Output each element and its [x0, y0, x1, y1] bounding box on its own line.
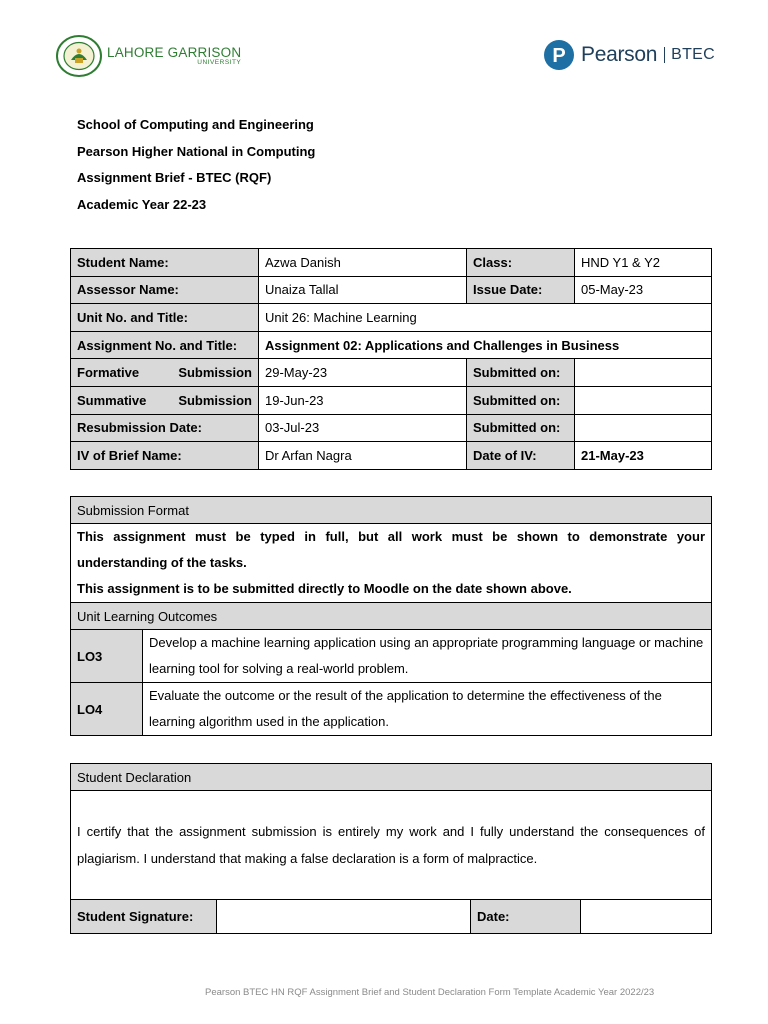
resubmission-submitted-label: Submitted on: [467, 414, 575, 442]
lo4-text: Evaluate the outcome or the result of the application to determine the effectiveness of the learning algorithm used in the application. [143, 683, 712, 736]
submission-format-table [70, 496, 712, 736]
lgu-name: LAHORE GARRISON [107, 44, 242, 60]
class-value: HND Y1 & Y2 [575, 249, 712, 277]
class-label: Class: [467, 249, 575, 277]
table-row [71, 791, 712, 900]
student-name-value: Azwa Danish [259, 249, 467, 277]
lo4-code: LO4 [71, 683, 143, 736]
declaration-header: Student Declaration [71, 764, 712, 791]
formative-label [71, 359, 259, 387]
resubmission-label: Resubmission Date: [71, 414, 259, 442]
formative-submitted-value[interactable] [575, 359, 712, 387]
summative-submitted-value[interactable] [575, 386, 712, 414]
logo-separator [664, 47, 665, 63]
assignment-details-table [70, 248, 712, 470]
school-name: School of Computing and Engineering [77, 117, 314, 132]
declaration-text: I certify that the assignment submission is entirely my work and I fully understand the consequences of plagiarism. I understand that making a false declaration is a form of malpractice. [71, 791, 712, 900]
iv-label: IV of Brief Name: [71, 442, 259, 470]
programme-name: Pearson Higher National in Computing [77, 143, 316, 159]
formative-label-a: Formative [77, 365, 140, 381]
summative-submitted-label: Submitted on: [467, 386, 575, 414]
pearson-p-icon [543, 39, 575, 71]
signature-label: Student Signature: [71, 900, 217, 934]
assessor-label: Assessor Name: [71, 276, 259, 304]
table-row [71, 630, 712, 683]
summative-label-a: Summative [77, 392, 147, 408]
unit-label: Unit No. and Title: [71, 304, 259, 332]
page-footer: Pearson BTEC HN RQF Assignment Brief and Student Declaration Form Template Academic Year 2022/23 [205, 987, 655, 998]
student-name-label: Student Name: [71, 249, 259, 277]
table-row [71, 524, 712, 603]
student-declaration-table [70, 763, 712, 934]
pearson-wordmark: Pearson [581, 43, 658, 66]
pearson-p-letter: P [552, 45, 566, 67]
table-row [71, 603, 712, 630]
summative-label-b: Submission [178, 392, 252, 408]
assignment-value: Assignment 02: Applications and Challenges in Business [259, 331, 712, 359]
table-row [71, 414, 712, 442]
table-row [71, 497, 712, 524]
assessor-value: Unaiza Tallal [259, 276, 467, 304]
issue-date-value: 05-May-23 [575, 276, 712, 304]
signature-field[interactable] [217, 900, 471, 934]
unit-value: Unit 26: Machine Learning [259, 304, 712, 332]
iv-date-label: Date of IV: [467, 442, 575, 470]
pearson-btec-logo [543, 38, 715, 72]
issue-date-label: Issue Date: [467, 276, 575, 304]
summative-date: 19-Jun-23 [259, 386, 467, 414]
iv-date-value: 21-May-23 [575, 442, 712, 470]
table-row [71, 683, 712, 736]
lgu-crest-icon [55, 34, 103, 78]
table-row [71, 331, 712, 359]
table-row [71, 249, 712, 277]
submission-format-header: Submission Format [71, 497, 712, 524]
table-row [71, 900, 712, 934]
formative-date: 29-May-23 [259, 359, 467, 387]
lgu-sub: UNIVERSITY [197, 59, 242, 66]
resubmission-submitted-value[interactable] [575, 414, 712, 442]
resubmission-date: 03-Jul-23 [259, 414, 467, 442]
lo3-code: LO3 [71, 630, 143, 683]
table-row [71, 304, 712, 332]
iv-name: Dr Arfan Nagra [259, 442, 467, 470]
lgu-logo [55, 34, 241, 78]
declaration-date-field[interactable] [581, 900, 712, 934]
declaration-date-label: Date: [471, 900, 581, 934]
format-line-2: This assignment is to be submitted directly to Moodle on the date shown above. [77, 581, 572, 596]
table-row [71, 442, 712, 470]
table-row [71, 386, 712, 414]
assignment-label: Assignment No. and Title: [71, 331, 259, 359]
table-row [71, 276, 712, 304]
academic-year: Academic Year 22-23 [77, 197, 207, 213]
document-heading [77, 116, 315, 223]
btec-wordmark: BTEC [671, 46, 715, 63]
lo3-text: Develop a machine learning application using an appropriate programming language or machine learning tool for solving a real-world problem. [143, 630, 712, 683]
submission-format-body [71, 524, 712, 603]
summative-label [71, 386, 259, 414]
table-row [71, 764, 712, 791]
format-line-1: This assignment must be typed in full, but all work must be shown to demonstrate your understanding of the tasks. [77, 529, 706, 570]
brief-title: Assignment Brief - BTEC (RQF) [77, 170, 272, 186]
table-row [71, 359, 712, 387]
learning-outcomes-header: Unit Learning Outcomes [71, 603, 712, 630]
formative-submitted-label: Submitted on: [467, 359, 575, 387]
formative-label-b: Submission [178, 365, 252, 381]
